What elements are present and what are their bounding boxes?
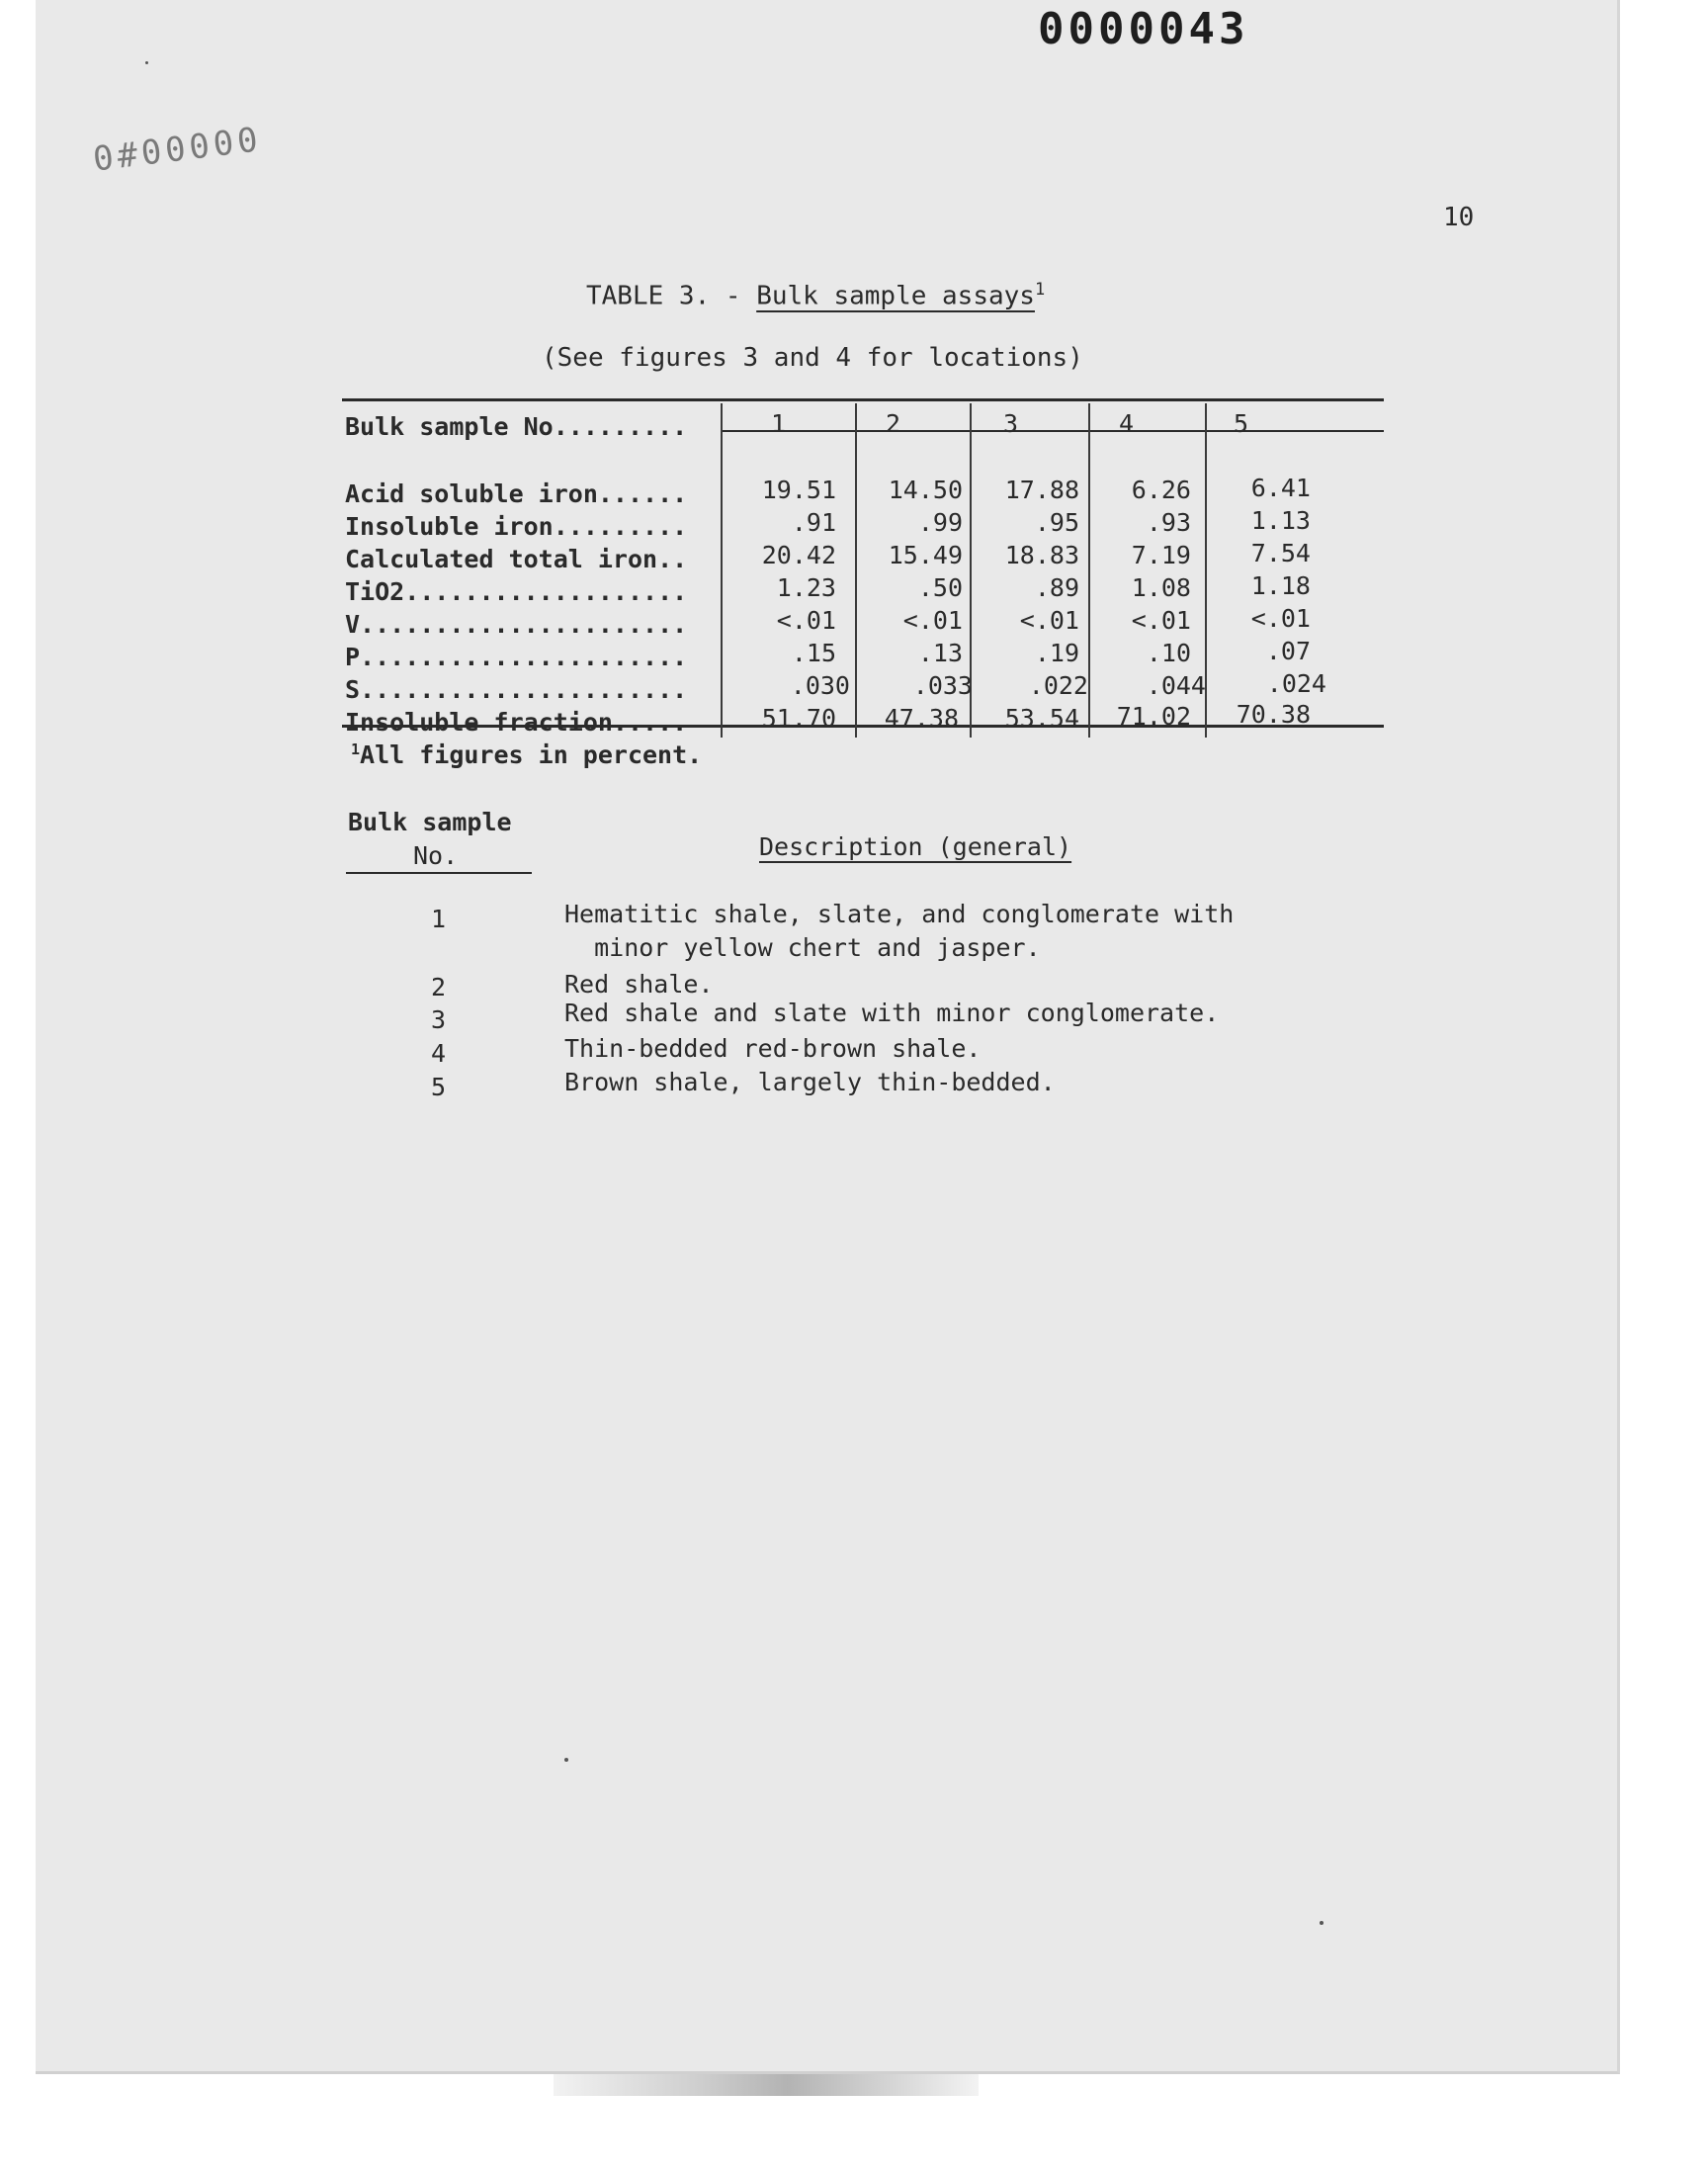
table-cell: .044 (1146, 671, 1206, 700)
sample-description: Thin-bedded red-brown shale. (564, 1034, 982, 1063)
sample-description-continued: minor yellow chert and jasper. (564, 933, 1041, 962)
table-cell: .91 (791, 508, 836, 537)
column-divider (721, 403, 723, 738)
table-cell: .033 (912, 671, 973, 700)
row-label: Insoluble fraction..... (345, 708, 688, 737)
column-header: 2 (886, 409, 901, 438)
table-cell: 6.26 (1131, 476, 1191, 504)
table-cell: .024 (1266, 669, 1326, 698)
sample-number: 5 (431, 1073, 447, 1101)
table-header-label: Bulk sample No......... (345, 412, 688, 441)
table-cell: 47.38 (884, 704, 959, 733)
table-cell: .022 (1028, 671, 1088, 700)
table-cell: 7.54 (1250, 539, 1311, 567)
table-cell: 15.49 (888, 541, 963, 569)
scan-speck (564, 1758, 568, 1762)
column-header: 4 (1119, 409, 1135, 438)
table-cell: 19.51 (761, 476, 836, 504)
table-footnote (351, 740, 702, 769)
table-cell: 1.23 (776, 573, 836, 602)
row-label: Insoluble iron......... (345, 512, 688, 541)
table-header-rule (722, 430, 1384, 432)
sample-description: Brown shale, largely thin-bedded. (564, 1068, 1056, 1096)
page-number: 10 (1443, 203, 1475, 232)
sample-description: Red shale and slate with minor conglomerate. (564, 999, 1220, 1027)
row-label: TiO2................... (345, 577, 688, 606)
table-cell: 1.13 (1250, 506, 1311, 535)
column-divider (1088, 403, 1090, 738)
row-label: Acid soluble iron...... (345, 479, 688, 508)
table-cell: 51.70 (761, 704, 836, 733)
table-title-prefix: TABLE 3. - (586, 281, 757, 311)
table-title-footnote-mark: 1 (1034, 280, 1046, 300)
table-cell: .89 (1034, 573, 1079, 602)
description-column-header-no: No. (413, 841, 459, 870)
sample-description: Red shale. (564, 970, 714, 999)
table-cell: 70.38 (1236, 700, 1311, 729)
table-cell: 14.50 (888, 476, 963, 504)
table-cell: .13 (917, 639, 963, 667)
scanner-shadow (554, 2074, 979, 2096)
table-cell: .15 (791, 639, 836, 667)
table-title (586, 280, 1045, 311)
table-cell: .19 (1034, 639, 1079, 667)
table-cell: 20.42 (761, 541, 836, 569)
scan-speck (145, 61, 148, 64)
table-cell: .07 (1265, 637, 1311, 665)
sample-number: 2 (431, 973, 447, 1001)
table-cell: 1.18 (1250, 571, 1311, 600)
table-cell: 18.83 (1004, 541, 1079, 569)
row-label: V...................... (345, 610, 688, 639)
table-cell: 17.88 (1004, 476, 1079, 504)
column-header: 3 (1003, 409, 1019, 438)
document-number-stamp: 0000043 (1038, 4, 1249, 54)
column-divider (855, 403, 857, 738)
row-label: P...................... (345, 643, 688, 671)
table-cell: <.01 (902, 606, 963, 635)
footnote-text: All figures in percent. (360, 740, 703, 769)
sample-number: 3 (431, 1005, 447, 1034)
header-underline (346, 872, 532, 874)
table-subtitle: (See figures 3 and 4 for locations) (542, 343, 1083, 373)
sample-number: 1 (431, 905, 447, 933)
scan-speck (1320, 1921, 1324, 1925)
column-header: 5 (1234, 409, 1249, 438)
table-cell: .95 (1034, 508, 1079, 537)
table-cell: <.01 (1131, 606, 1191, 635)
table-top-rule (342, 398, 1384, 401)
sample-description: Hematitic shale, slate, and conglomerate with (564, 900, 1235, 928)
description-column-header: Bulk sample (348, 808, 512, 836)
table-cell: <.01 (1250, 604, 1311, 633)
row-label: Calculated total iron.. (345, 545, 688, 573)
table-cell: 71.02 (1116, 702, 1191, 731)
table-cell: .10 (1146, 639, 1191, 667)
assay-table (342, 398, 1384, 740)
table-title-main: Bulk sample assays (756, 281, 1035, 311)
sample-number: 4 (431, 1039, 447, 1068)
table-cell: .50 (917, 573, 963, 602)
description-header: Description (general) (759, 832, 1072, 861)
footnote-mark: 1 (351, 740, 361, 758)
table-cell: .99 (917, 508, 963, 537)
table-cell: 53.54 (1004, 704, 1079, 733)
table-cell: 6.41 (1250, 474, 1311, 502)
table-cell: .93 (1146, 508, 1191, 537)
table-cell: <.01 (1019, 606, 1079, 635)
table-cell: <.01 (776, 606, 836, 635)
faded-number-stamp: 0#00000 (91, 120, 264, 180)
table-cell: 7.19 (1131, 541, 1191, 569)
row-label: S...................... (345, 675, 688, 704)
table-cell: .030 (790, 671, 850, 700)
table-cell: 1.08 (1131, 573, 1191, 602)
column-header: 1 (771, 409, 787, 438)
